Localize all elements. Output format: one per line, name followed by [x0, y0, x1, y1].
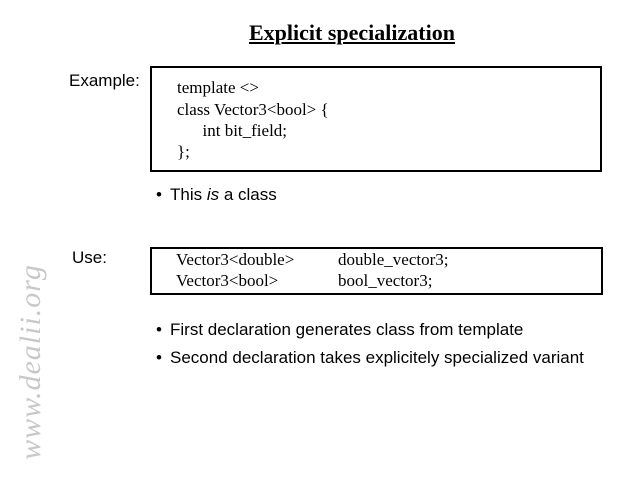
code-name: double_vector3;	[338, 250, 449, 269]
code-line: class Vector3<bool> {	[177, 100, 329, 119]
bullet-icon: •	[156, 320, 162, 339]
watermark-text: www.dealii.org	[14, 264, 47, 460]
use-bullet: • Second declaration takes explicitely specialized variant	[156, 348, 584, 367]
code-type: Vector3<bool>	[176, 271, 279, 290]
use-bullet: • First declaration generates class from template	[156, 320, 524, 339]
example-bullet: • This is a class	[156, 185, 277, 204]
use-label: Use:	[72, 248, 107, 267]
example-code-box	[150, 66, 602, 172]
code-name: bool_vector3;	[338, 271, 433, 290]
code-line: int bit_field;	[177, 121, 288, 140]
code-line: };	[177, 142, 190, 161]
example-label: Example:	[69, 71, 140, 90]
bullet-icon: •	[156, 348, 162, 367]
bullet-icon: •	[156, 185, 162, 204]
code-type: Vector3<double>	[176, 250, 295, 269]
use-code-box	[150, 247, 603, 295]
slide-title: Explicit specialization	[249, 20, 455, 45]
code-line: template <>	[177, 78, 259, 97]
emphasis-text: is	[206, 185, 220, 204]
